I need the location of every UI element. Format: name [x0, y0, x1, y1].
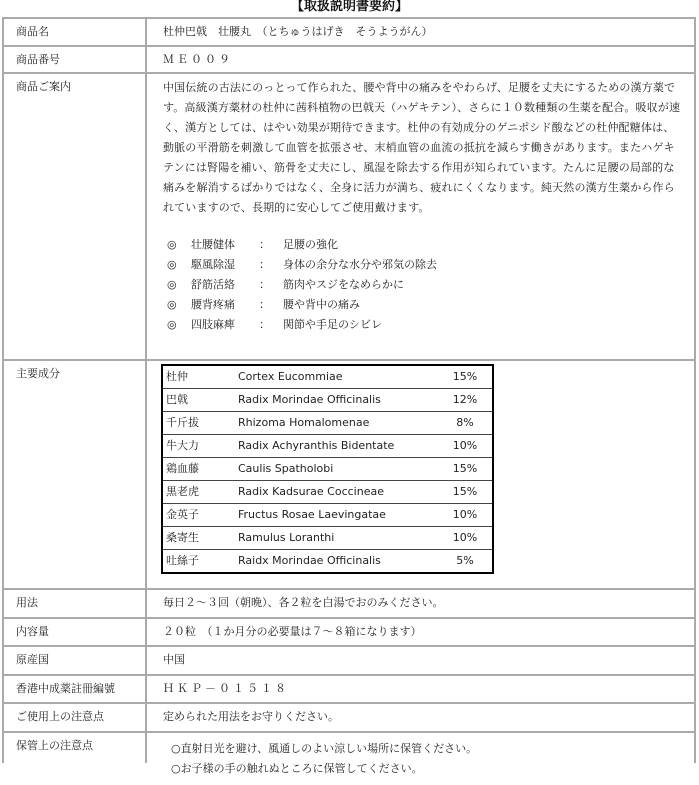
ingredient-latin-name: Ramulus Loranthi — [238, 527, 438, 550]
usage-label: 用法 — [4, 590, 145, 617]
effect-item — [167, 275, 682, 295]
ingredient-row — [162, 389, 493, 412]
effect-detail: 筋肉やスジをなめらかに — [283, 278, 404, 291]
ingredient-percent: 10% — [438, 504, 493, 527]
ingredient-name: 黒老虎 — [162, 481, 238, 504]
effect-name: 腰背疼痛 — [191, 298, 235, 311]
origin-label: 原産国 — [4, 647, 145, 674]
ingredient-latin-name: Fructus Rosae Laevingatae — [238, 504, 438, 527]
ingredient-name: 金英子 — [162, 504, 238, 527]
usage-value: 毎日２～３回（朝晩）、各２粒を白湯でおのみください。 — [147, 590, 694, 617]
effect-detail: 足腰の強化 — [283, 238, 338, 251]
product-info-table — [2, 17, 696, 775]
effect-detail: 身体の余分な水分や邪気の除去 — [283, 258, 437, 271]
effect-item — [167, 235, 682, 255]
ingredient-latin-name: Radix Achyranthis Bidentate — [238, 435, 438, 458]
storage-note: ○お子様の手の触れぬところに保管してください。 — [171, 762, 423, 775]
effect-name: 舒筋活絡 — [191, 278, 235, 291]
registration-label: 香港中成薬註冊編號 — [4, 676, 145, 702]
storage-cell — [147, 733, 694, 785]
product-code-label: 商品番号 — [4, 47, 145, 72]
effect-mark: ◎ — [167, 298, 177, 311]
ingredients-cell — [147, 361, 694, 588]
effect-detail: 関節や手足のシビレ — [283, 318, 382, 331]
effect-name: 壮腰健体 — [191, 238, 235, 251]
ingredient-row — [162, 527, 493, 550]
ingredient-row — [162, 550, 493, 574]
ingredient-name: 千斤拔 — [162, 412, 238, 435]
ingredient-row — [162, 365, 493, 389]
effect-colon: ： — [259, 258, 270, 271]
effects-list — [163, 235, 682, 335]
effect-name: 四肢麻痺 — [191, 318, 235, 331]
page-title: 【取扱説明書要約】 — [290, 0, 408, 14]
ingredient-latin-name: Rhizoma Homalomenae — [238, 412, 438, 435]
effect-item — [167, 315, 682, 335]
ingredient-percent: 15% — [438, 458, 493, 481]
effect-name: 駆風除湿 — [191, 258, 235, 271]
ingredient-latin-name: Caulis Spatholobi — [238, 458, 438, 481]
product-code-value: ＭＥ００９ — [147, 47, 694, 72]
storage-label: 保管上の注意点 — [4, 733, 145, 785]
ingredients-table — [161, 364, 494, 574]
effect-mark: ◎ — [167, 258, 177, 271]
description-cell — [147, 74, 694, 359]
product-name-value: 杜仲巴戟 壮腰丸 （とちゅうはげき そうようがん） — [147, 19, 694, 45]
ingredient-row — [162, 504, 493, 527]
contents-value: ２０粒 （１か月分の必要量は７～８箱になります） — [147, 619, 694, 645]
ingredient-percent: 15% — [438, 481, 493, 504]
ingredient-name: 杜仲 — [166, 370, 188, 383]
ingredient-name: 桑寄生 — [162, 527, 238, 550]
ingredient-latin-name: Radix Morindae Officinalis — [238, 389, 438, 412]
precautions-value: 定められた用法をお守りください。 — [147, 704, 694, 731]
precautions-label: ご使用上の注意点 — [4, 704, 145, 731]
ingredient-row — [162, 481, 493, 504]
ingredient-percent: 15% — [452, 370, 478, 383]
ingredient-row — [162, 412, 493, 435]
ingredient-name: 鶏血藤 — [162, 458, 238, 481]
description-text: 中国伝統の古法にのっとって作られた、腰や背中の痛みをやわらげ、足腰を丈夫にするための漢方薬です。高級漢方薬材の杜仲に茜科植物の巴戟天（ハゲキテン）、さらに１０数種類の生薬を配合。吸収が速く、漢方としては、はやい効果が期待できます。杜仲の有効成分のゲニポシド酸などの杜仲配糖体は、動脈の平滑筋を刺激して血管を拡張させ、末梢血管の血流の抵抗を減らす働きがあります。またハゲキテンには腎陽を補い、筋骨を丈夫にし、風湿を除去する作用が知られています。たんに足腰の局部的な痛みを解消するばかりではなく、全身に活力が満ち、疲れにくくなります。純天然の漢方生薬から作られていますので、長期的に安心してご使用戴けます。 — [163, 81, 681, 214]
effect-mark: ◎ — [167, 318, 177, 331]
ingredient-latin-name: Radix Kadsurae Coccineae — [238, 481, 438, 504]
effect-item — [167, 255, 682, 275]
ingredient-row — [162, 458, 493, 481]
effect-item — [167, 295, 682, 315]
ingredient-latin-name: Raidx Morindae Officinalis — [238, 550, 438, 574]
ingredient-percent: 5% — [438, 550, 493, 574]
origin-value: 中国 — [147, 647, 694, 674]
effect-mark: ◎ — [167, 238, 177, 251]
ingredient-latin-name: Cortex Eucommiae — [238, 370, 343, 383]
ingredient-percent: 10% — [438, 527, 493, 550]
ingredient-name: 巴戟 — [162, 389, 238, 412]
registration-value: ＨＫＰ－０１５１８ — [147, 676, 694, 702]
description-label: 商品ご案内 — [4, 74, 145, 359]
storage-note: ○直射日光を避け、風通しのよい涼しい場所に保管ください。 — [171, 742, 478, 755]
effect-detail: 腰や背中の痛み — [283, 298, 360, 311]
effect-colon: ： — [259, 238, 270, 251]
ingredients-label: 主要成分 — [4, 361, 145, 588]
ingredient-percent: 12% — [438, 389, 493, 412]
effect-mark: ◎ — [167, 278, 177, 291]
effect-colon: ： — [259, 318, 270, 331]
effect-colon: ： — [259, 278, 270, 291]
effect-colon: ： — [259, 298, 270, 311]
product-name-label: 商品名 — [4, 19, 145, 45]
ingredient-name: 吐絲子 — [162, 550, 238, 574]
ingredient-percent: 10% — [438, 435, 493, 458]
ingredient-row — [162, 435, 493, 458]
ingredient-name: 牛大力 — [162, 435, 238, 458]
contents-label: 内容量 — [4, 619, 145, 645]
ingredient-percent: 8% — [438, 412, 493, 435]
